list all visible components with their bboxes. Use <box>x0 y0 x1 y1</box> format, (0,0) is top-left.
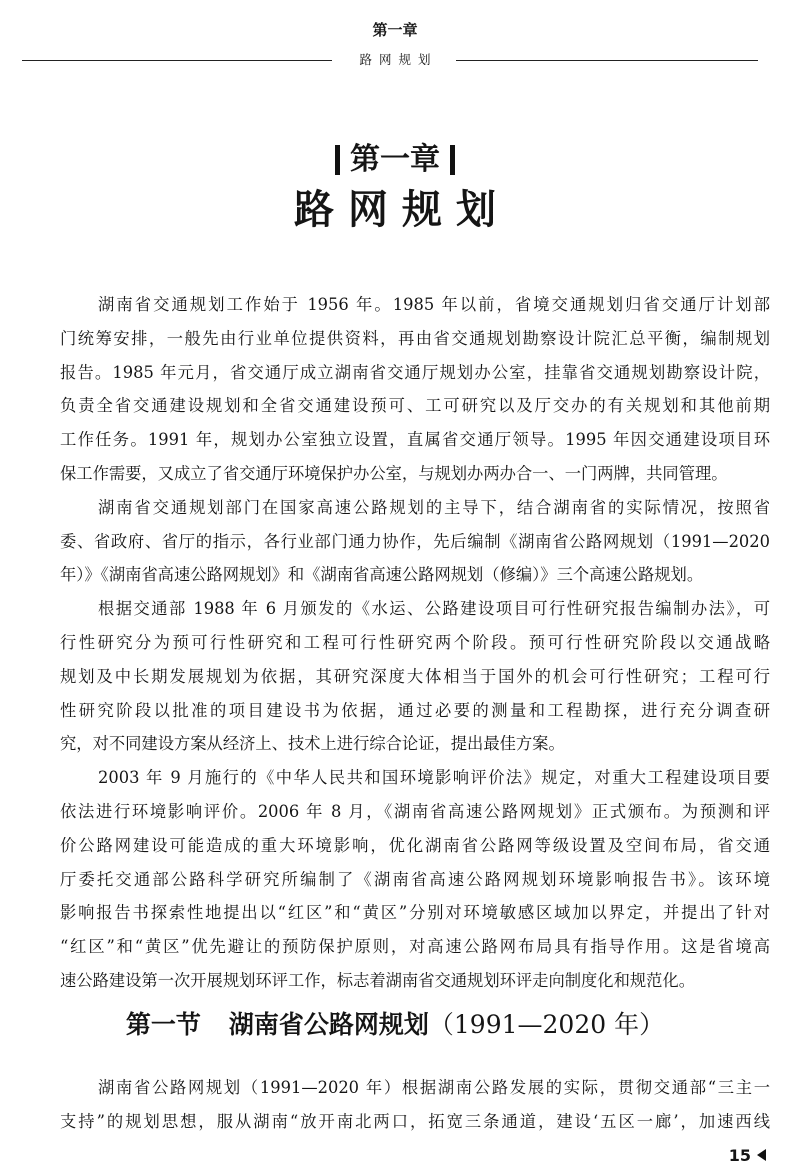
text-line: 年）》《湖南省高速公路网规划》和《湖南省高速公路网规划（修编）》三个高速公路规划。 <box>60 565 704 585</box>
chapter-bar-left <box>335 145 340 175</box>
text-line: 根据交通部 1988 年 6 月颁发的《水运、公路建设项目可行性研究报告编制办法》，可 <box>98 599 770 619</box>
text-line: “红区”和“黄区”优先避让的预防保护原则，对高速公路网布局具有指导作用。这是省境高 <box>60 937 770 957</box>
section-number: 第一节 <box>125 1010 201 1039</box>
text-line: 影响报告书探索性地提出以“红区”和“黄区”分别对环境敏感区域加以界定，并提出了针对 <box>60 903 770 923</box>
text-line: 委、省政府、省厅的指示，各行业部门通力协作，先后编制《湖南省公路网规划（1991—2020 <box>60 531 770 551</box>
text-line: 湖南省公路网规划（1991—2020 年）根据湖南公路发展的实际，贯彻交通部“三主一 <box>98 1078 770 1097</box>
chapter-heading <box>0 140 790 180</box>
text-line: 2003 年 9 月施行的《中华人民共和国环境影响评价法》规定，对重大工程建设项目要 <box>98 768 770 788</box>
running-header-title: 路网规划 <box>359 52 438 67</box>
text-line: 价公路网建设可能造成的重大环境影响，优化湖南省公路网等级设置及空间布局，省交通 <box>60 835 770 855</box>
body-text <box>60 288 770 998</box>
text-line: 报告。1985 年元月，省交通厅成立湖南省交通厅规划办公室，挂靠省交通规划勘察设计院， <box>60 362 770 382</box>
text-line: 湖南省交通规划工作始于 1956 年。1985 年以前，省境交通规划归省交通厅计划部 <box>98 295 770 314</box>
text-line: 性研究阶段以批准的项目建设书为依据，通过必要的测量和工程勘探，进行充分调查研 <box>60 700 770 720</box>
running-header-chapter: 第一章 <box>372 21 418 39</box>
running-header-rule-right <box>456 60 758 61</box>
paragraph <box>60 491 770 592</box>
text-line: 行性研究分为预可行性研究和工程可行性研究两个阶段。预可行性研究阶段以交通战略 <box>60 632 770 652</box>
page-number: 15 <box>728 1145 751 1165</box>
text-line: 支持”的规划思想，服从湖南“放开南北两口，拓宽三条通道，建设‘五区一廊’，加速西线 <box>60 1111 770 1131</box>
text-line: 湖南省交通规划部门在国家高速公路规划的主导下，结合湖南省的实际情况，按照省 <box>98 497 770 517</box>
section-body-text <box>60 1071 770 1139</box>
text-line: 规划及中长期发展规划为依据，其研究深度大体相当于国外的机会可行性研究；工程可行 <box>60 666 770 686</box>
text-line: 门统筹安排，一般先由行业单位提供资料，再由省交通规划勘察设计院汇总平衡，编制规划 <box>60 328 770 348</box>
chapter-title: 路网规划 <box>294 187 510 233</box>
left-triangle-icon <box>757 1149 766 1161</box>
paragraph <box>60 288 770 491</box>
text-line: 速公路建设第一次开展规划环评工作，标志着湖南省交通规划环评走向制度化和规范化。 <box>60 970 695 990</box>
text-line: 负责全省交通建设规划和全省交通建设预可、工可研究以及厅交办的有关规划和其他前期 <box>60 396 770 416</box>
paragraph <box>60 761 770 998</box>
section-years: （1991—2020 年） <box>428 1010 665 1039</box>
text-line: 厅委托交通部公路科学研究所编制了《湖南省高速公路网规划环境影响报告书》。该环境 <box>60 869 770 889</box>
text-line: 依法进行环境影响评价。2006 年 8 月，《湖南省高速公路网规划》正式颁布。为预测和评 <box>60 801 770 821</box>
paragraph <box>60 1071 770 1139</box>
text-line: 保工作需要，又成立了省交通厅环境保护办公室，与规划办两办合一、一门两牌，共同管理。 <box>60 463 728 483</box>
page-number-footer <box>729 1145 766 1165</box>
text-line: 究，对不同建设方案从经济上、技术上进行综合论证，提出最佳方案。 <box>60 734 565 754</box>
chapter-bar-right <box>450 145 455 175</box>
section-heading <box>0 1000 790 1050</box>
running-header-rule-left <box>22 60 332 61</box>
chapter-label: 第一章 <box>350 142 440 177</box>
paragraph <box>60 592 770 761</box>
text-line: 工作任务。1991 年，规划办公室独立设置，直属省交通厅领导。1995 年因交通建设项目环 <box>60 430 770 450</box>
section-title: 湖南省公路网规划 <box>228 1010 429 1039</box>
